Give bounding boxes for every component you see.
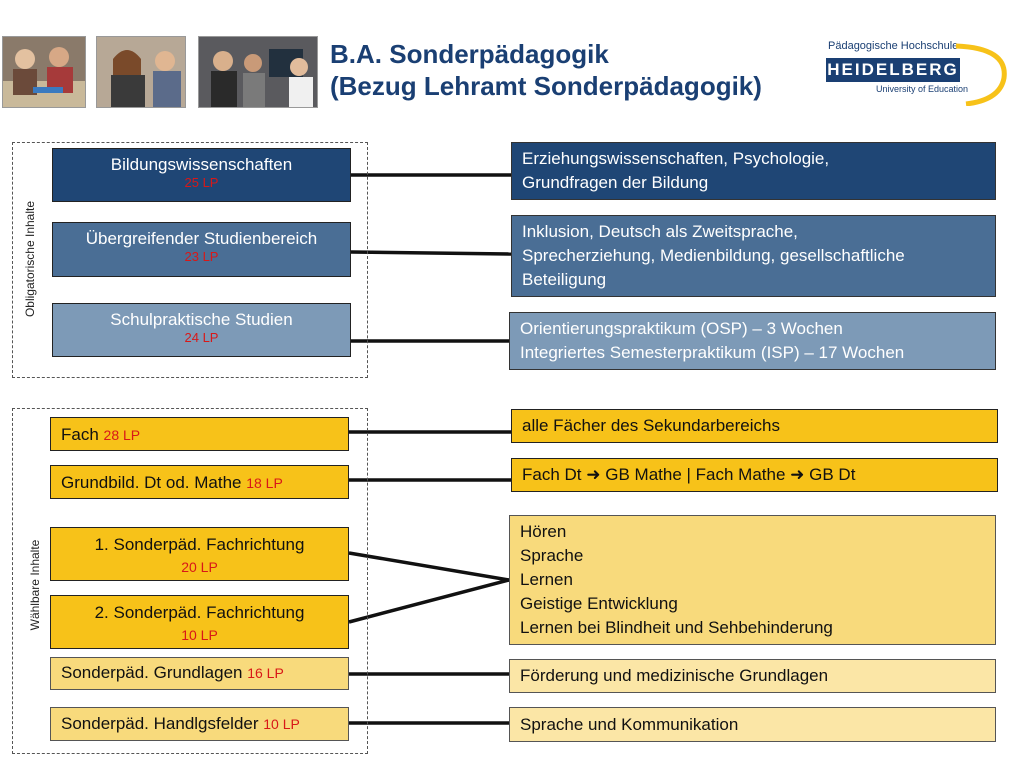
elective-section-label: Wählbare Inhalte	[28, 539, 42, 631]
uebergreifender-studienbereich-description	[511, 215, 996, 297]
description-line: Integriertes Semesterpraktikum (ISP) – 17 Wochen	[520, 343, 905, 362]
fachrichtung-1-box	[50, 527, 349, 581]
grundbildung-label: Grundbild. Dt od. Mathe	[61, 473, 242, 492]
description-line: Grundfragen der Bildung	[522, 173, 709, 192]
uebergreifender-studienbereich-lp: 23 LP	[184, 249, 219, 264]
fachrichtung-1-lp: 20 LP	[181, 559, 218, 575]
description-text: Sprache und Kommunikation	[520, 715, 739, 734]
obligatory-section-label: Obligatorische Inhalte	[23, 200, 37, 318]
bildungswissenschaften-box	[52, 148, 351, 202]
list-item: Hören	[520, 522, 567, 541]
fach-label: Fach	[61, 425, 99, 444]
arrow-right-icon: ➜	[586, 465, 601, 484]
elective-section	[12, 408, 368, 754]
bildungswissenschaften-description	[511, 142, 996, 200]
description-line: Beteiligung	[522, 270, 607, 289]
sonderpaed-handlungsfelder-label: Sonderpäd. Handlgsfelder	[61, 714, 259, 733]
list-item: Lernen bei Blindheit und Sehbehinderung	[520, 618, 833, 637]
fach-box	[50, 417, 349, 451]
description-line: Orientierungspraktikum (OSP) – 3 Wochen	[520, 319, 843, 338]
description-text: GB Mathe | Fach Mathe	[605, 465, 786, 484]
description-line: Inklusion, Deutsch als Zweitsprache,	[522, 222, 798, 241]
grundbildung-lp: 18 LP	[246, 475, 283, 491]
uebergreifender-studienbereich-label: Übergreifender Studienbereich	[85, 229, 318, 248]
sonderpaed-grundlagen-box	[50, 657, 349, 690]
description-text: GB Dt	[809, 465, 856, 484]
sonderpaed-grundlagen-description	[509, 659, 996, 693]
uebergreifender-studienbereich-box	[52, 222, 351, 277]
sonderpaed-handlungsfelder-box	[50, 707, 349, 741]
sonderpaed-grundlagen-lp: 16 LP	[247, 665, 284, 681]
description-text: Förderung und medizinische Grundlagen	[520, 666, 829, 685]
sonderpaed-grundlagen-label: Sonderpäd. Grundlagen	[61, 663, 243, 682]
fach-lp: 28 LP	[103, 427, 141, 443]
fach-description	[511, 409, 998, 443]
description-line: Erziehungswissenschaften, Psychologie,	[522, 149, 830, 168]
page-title-line-1: B.A. Sonderpädagogik	[330, 39, 609, 69]
list-item: Lernen	[520, 570, 573, 589]
logo-subtitle: University of Education	[876, 84, 969, 94]
list-item: Sprache	[520, 546, 584, 565]
schulpraktische-studien-box	[52, 303, 351, 357]
arrow-right-icon: ➜	[790, 465, 805, 484]
schulpraktische-studien-description	[509, 312, 996, 370]
fachrichtung-2-label: 2. Sonderpäd. Fachrichtung	[94, 603, 305, 622]
sonderpaed-handlungsfelder-description	[509, 707, 996, 742]
sonderpaed-handlungsfelder-lp: 10 LP	[263, 716, 300, 732]
grundbildung-box	[50, 465, 349, 499]
page-title-line-2: (Bezug Lehramt Sonderpädagogik)	[330, 71, 762, 101]
description-line: Sprecherziehung, Medienbildung, gesellschaftliche	[522, 246, 905, 265]
fachrichtung-2-lp: 10 LP	[181, 627, 218, 643]
fachrichtung-1-label: 1. Sonderpäd. Fachrichtung	[94, 535, 305, 554]
schulpraktische-studien-label: Schulpraktische Studien	[110, 310, 293, 329]
logo-name: HEIDELBERG	[826, 58, 960, 82]
bildungswissenschaften-label: Bildungswissenschaften	[110, 155, 293, 174]
fachrichtungen-list-box	[509, 515, 996, 645]
bildungswissenschaften-lp: 25 LP	[184, 175, 219, 190]
logo-top-text: Pädagogische Hochschule	[828, 40, 959, 52]
list-item: Geistige Entwicklung	[520, 594, 678, 613]
grundbildung-description	[511, 458, 998, 492]
schulpraktische-studien-lp: 24 LP	[184, 330, 219, 345]
description-text: alle Fächer des Sekundarbereichs	[522, 416, 780, 435]
fachrichtung-2-box	[50, 595, 349, 649]
description-text: Fach Dt	[522, 465, 582, 484]
